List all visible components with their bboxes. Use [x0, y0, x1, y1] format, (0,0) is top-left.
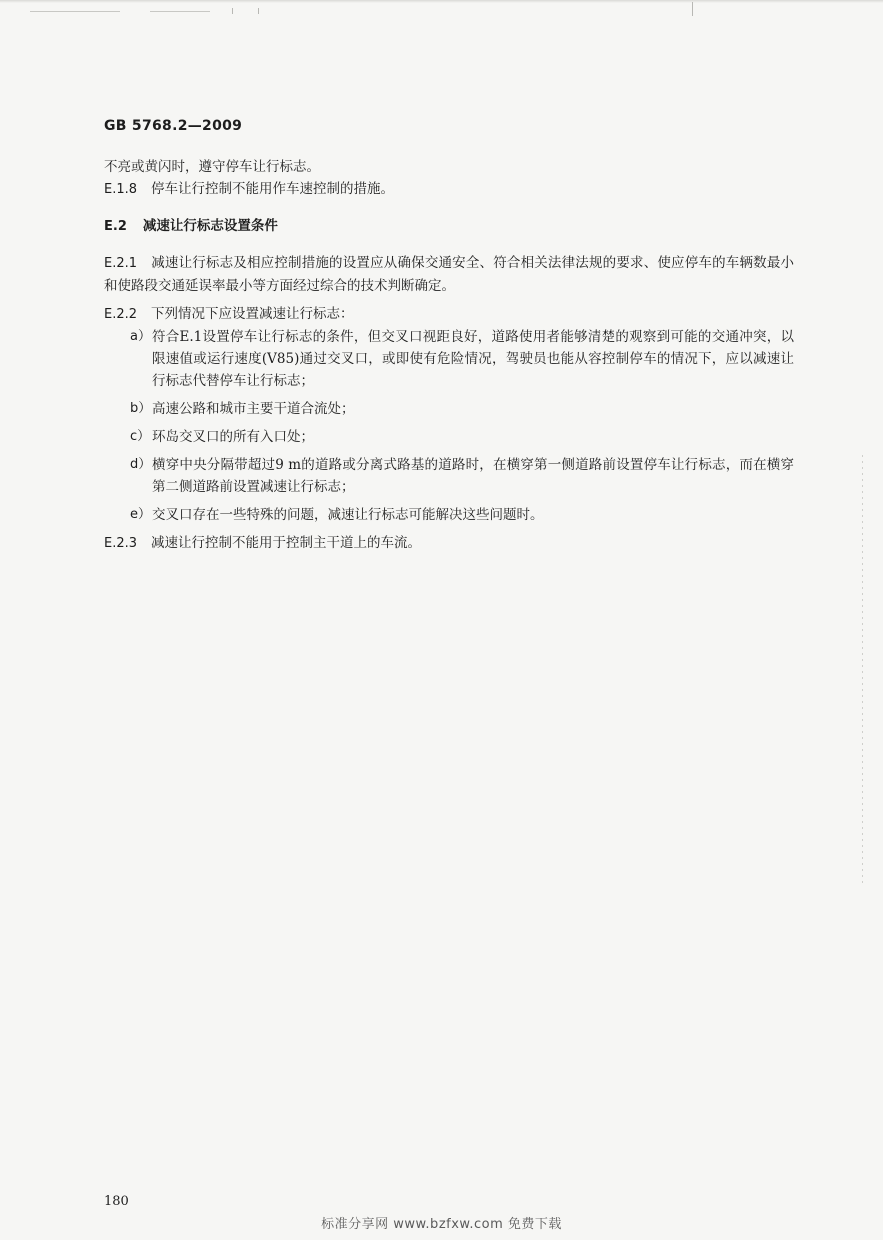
clause-text: 减速让行控制不能用于控制主干道上的车流。 [151, 535, 422, 551]
list-text: 符合E.1设置停车让行标志的条件，但交叉口视距良好，道路使用者能够清楚的观察到可能的交通冲突，以限速值或运行速度(V85)通过交叉口，或即使有危险情况，驾驶员也能从容控制停车的情况下，应以减速让行标志代替停车让行标志； [152, 329, 794, 389]
list-item [104, 398, 794, 420]
list-text: 高速公路和城市主要干道合流处； [152, 401, 355, 417]
scan-edge [0, 0, 883, 3]
clause-number: E.2.1 [104, 256, 138, 271]
clause-number: E.2.2 [104, 307, 138, 322]
list-text: 交叉口存在一些特殊的问题，减速让行标志可能解决这些问题时。 [152, 507, 544, 523]
list-label: a） [130, 329, 151, 344]
section-title: 减速让行标志设置条件 [142, 218, 278, 234]
standard-number: GB 5768.2—2009 [104, 118, 243, 134]
continued-paragraph: 不亮或黄闪时，遵守停车让行标志。 [104, 159, 320, 175]
scan-mark [30, 11, 120, 12]
list-label: b） [130, 401, 152, 416]
list-item [104, 326, 794, 392]
list-label: e） [130, 507, 151, 522]
scan-mark [862, 455, 863, 885]
clause-text: 减速让行标志及相应控制措施的设置应从确保交通安全、符合相关法律法规的要求、使应停车的车辆数最小和使路段交通延误率最小等方面经过综合的技术判断确定。 [104, 255, 794, 294]
scan-mark [258, 8, 259, 14]
list-text: 环岛交叉口的所有入口处； [152, 429, 314, 445]
scan-mark [150, 11, 210, 12]
watermark-text: 标准分享网 www.bzfxw.com 免费下载 [321, 1217, 562, 1232]
clause-number: E.2.3 [104, 536, 138, 551]
scan-mark [232, 8, 233, 14]
section-number: E.2 [104, 219, 127, 234]
page-number: 180 [104, 1194, 129, 1209]
list-item [104, 504, 794, 526]
clause-e-2-2 [104, 303, 794, 326]
clause-e-2-1 [104, 252, 794, 297]
list-label: c） [130, 429, 151, 444]
list-item [104, 426, 794, 448]
clause-number: E.1.8 [104, 182, 138, 197]
document-body [104, 156, 794, 555]
clause-text: 停车让行控制不能用作车速控制的措施。 [151, 181, 395, 197]
scan-mark [692, 2, 693, 16]
clause-e-1-8 [104, 178, 794, 201]
list-text: 横穿中央分隔带超过9 m的道路或分离式路基的道路时，在横穿第一侧道路前设置停车让行标志，而在横穿第二侧道路前设置减速让行标志； [152, 457, 794, 495]
section-heading-e-2 [104, 215, 794, 238]
clause-e-2-2-list [104, 326, 794, 526]
clause-text: 下列情况下应设置减速让行标志： [151, 306, 354, 322]
list-item [104, 454, 794, 498]
list-label: d） [130, 457, 152, 472]
clause-e-2-3 [104, 532, 794, 555]
